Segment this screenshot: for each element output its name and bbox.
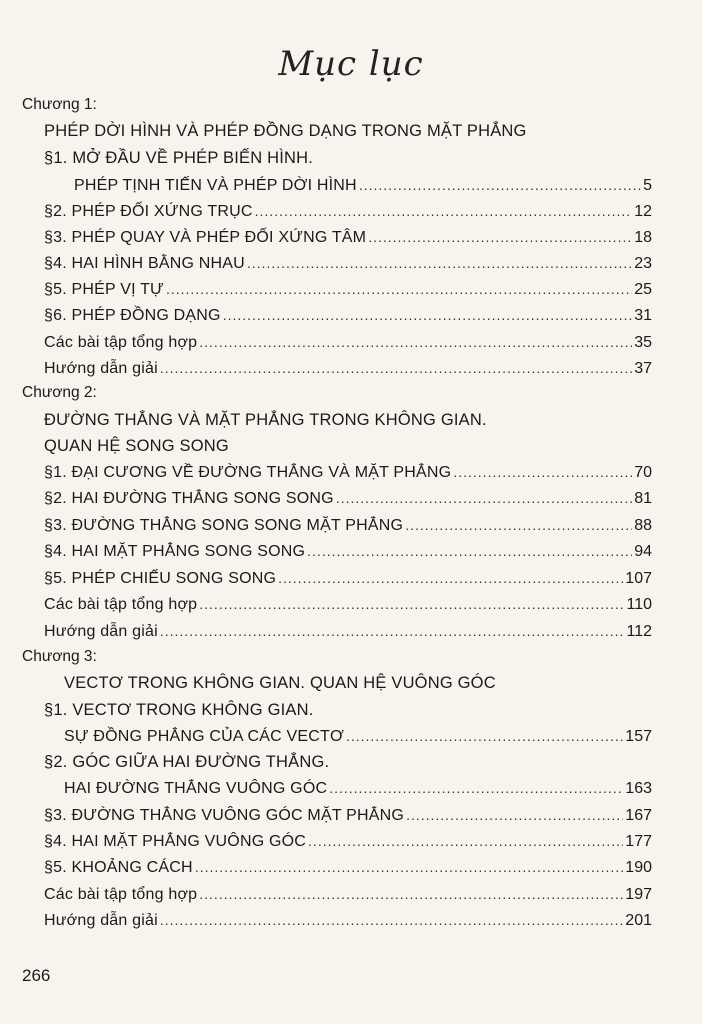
toc-entry-text: PHÉP TỊNH TIẾN VÀ PHÉP DỜI HÌNH <box>74 177 357 194</box>
toc-entry[interactable] <box>64 775 652 801</box>
toc-entry-text: §3. ĐƯỜNG THẲNG SONG SONG MẶT PHẲNG <box>44 517 404 534</box>
toc-entry-page: 163 <box>625 780 652 797</box>
toc-entry-page: 23 <box>634 255 652 272</box>
dot-leader <box>308 828 623 854</box>
toc-entry-text: §2. PHÉP ĐỐI XỨNG TRỤC <box>44 203 253 220</box>
chapter-2-label: Chương 2: <box>22 384 97 401</box>
toc-entry-page: 112 <box>626 623 652 640</box>
dot-leader <box>199 591 624 617</box>
toc-entry-text: Hướng dẫn giải <box>44 623 158 640</box>
dot-leader <box>406 802 623 828</box>
page-title: Mục lục <box>278 44 424 84</box>
toc-entry-text: §5. PHÉP CHIẾU SONG SONG <box>44 570 277 587</box>
toc-entry-page: 70 <box>634 464 652 481</box>
toc-entry-text: §3. ĐƯỜNG THẲNG VUÔNG GÓC MẶT PHẲNG <box>44 807 405 824</box>
toc-entry[interactable] <box>44 591 652 617</box>
toc-entry-text: §2. HAI ĐƯỜNG THẲNG SONG SONG <box>44 490 334 507</box>
dot-leader <box>346 723 623 749</box>
toc-entry-page: 177 <box>625 833 652 850</box>
toc-entry[interactable] <box>44 854 652 880</box>
toc-entry[interactable] <box>44 485 652 511</box>
chapter-3-section-2-line1: §2. GÓC GIỮA HAI ĐƯỜNG THẲNG. <box>44 753 330 771</box>
toc-entry-page: 18 <box>634 229 652 246</box>
toc-entry[interactable] <box>74 172 652 198</box>
toc-entry-page: 5 <box>643 177 652 194</box>
toc-entry[interactable] <box>44 250 652 276</box>
chapter-3-heading: VECTƠ TRONG KHÔNG GIAN. QUAN HỆ VUÔNG GÓC <box>64 674 496 692</box>
toc-entry-page: 12 <box>634 203 652 220</box>
dot-leader <box>199 329 632 355</box>
toc-entry[interactable] <box>44 802 652 828</box>
toc-entry[interactable] <box>44 329 652 355</box>
toc-entry-text: §3. PHÉP QUAY VÀ PHÉP ĐỐI XỨNG TÂM <box>44 229 367 246</box>
chapter-3-section-1-line1: §1. VECTƠ TRONG KHÔNG GIAN. <box>44 701 314 719</box>
toc-entry-text: Các bài tập tổng hợp <box>44 886 198 903</box>
toc-entry-page: 88 <box>634 517 652 534</box>
dot-leader <box>195 854 623 880</box>
dot-leader <box>359 172 641 198</box>
chapter-1-heading: PHÉP DỜI HÌNH VÀ PHÉP ĐỒNG DẠNG TRONG MẶT PHẲNG <box>44 122 527 140</box>
dot-leader <box>278 565 623 591</box>
toc-entry-text: Các bài tập tổng hợp <box>44 596 198 613</box>
toc-entry[interactable] <box>44 276 652 302</box>
toc-entry-text: §5. PHÉP VỊ TỰ <box>44 281 164 298</box>
toc-entry[interactable] <box>44 565 652 591</box>
toc-entry-text: §4. HAI MẶT PHẲNG VUÔNG GÓC <box>44 833 307 850</box>
toc-entry-page: 94 <box>634 543 652 560</box>
toc-entry[interactable] <box>44 224 652 250</box>
toc-entry-text: HAI ĐƯỜNG THẲNG VUÔNG GÓC <box>64 780 328 797</box>
toc-entry[interactable] <box>44 302 652 328</box>
dot-leader <box>405 512 632 538</box>
toc-entry-page: 190 <box>625 859 652 876</box>
dot-leader <box>453 459 632 485</box>
toc-entry-text: Hướng dẫn giải <box>44 912 158 929</box>
toc-entry[interactable] <box>44 907 652 933</box>
dot-leader <box>160 355 632 381</box>
toc-entry-text: SỰ ĐỒNG PHẲNG CỦA CÁC VECTƠ <box>64 728 344 745</box>
chapter-3-label: Chương 3: <box>22 648 97 665</box>
chapter-2-heading-line2: QUAN HỆ SONG SONG <box>44 437 229 455</box>
toc-entry-text: §6. PHÉP ĐỒNG DẠNG <box>44 307 221 324</box>
toc-entry-page: 107 <box>625 570 652 587</box>
toc-entry-text: §5. KHOẢNG CÁCH <box>44 859 193 876</box>
toc-entry[interactable] <box>44 198 652 224</box>
toc-entry-page: 31 <box>634 307 652 324</box>
toc-entry[interactable] <box>44 881 652 907</box>
toc-entry[interactable] <box>44 512 652 538</box>
toc-entry[interactable] <box>44 828 652 854</box>
toc-entry-text: Các bài tập tổng hợp <box>44 334 198 351</box>
dot-leader <box>368 224 632 250</box>
toc-entry-page: 81 <box>634 490 652 507</box>
toc-entry-page: 201 <box>625 912 652 929</box>
toc-entry-text: §4. HAI HÌNH BẰNG NHAU <box>44 255 245 272</box>
dot-leader <box>247 250 632 276</box>
toc-entry-page: 35 <box>634 334 652 351</box>
toc-entry[interactable] <box>44 355 652 381</box>
toc-entry[interactable] <box>44 618 652 644</box>
toc-entry-page: 25 <box>634 281 652 298</box>
dot-leader <box>223 302 633 328</box>
toc-entry-page: 167 <box>625 807 652 824</box>
toc-entry[interactable] <box>44 459 652 485</box>
toc-entry[interactable] <box>64 723 652 749</box>
toc-entry-page: 37 <box>634 360 652 377</box>
toc-entry-page: 157 <box>625 728 652 745</box>
dot-leader <box>160 618 625 644</box>
dot-leader <box>255 198 633 224</box>
dot-leader <box>160 907 623 933</box>
toc-entry-page: 110 <box>626 596 652 613</box>
toc-entry[interactable] <box>44 538 652 564</box>
toc-entry-text: §4. HAI MẶT PHẲNG SONG SONG <box>44 543 306 560</box>
dot-leader <box>199 881 623 907</box>
page-number: 266 <box>22 966 51 985</box>
dot-leader <box>166 276 632 302</box>
chapter-1-label: Chương 1: <box>22 96 97 113</box>
chapter-1-section-1-line1: §1. MỞ ĐẦU VỀ PHÉP BIẾN HÌNH. <box>44 149 314 167</box>
dot-leader <box>307 538 632 564</box>
toc-entry-text: §1. ĐẠI CƯƠNG VỀ ĐƯỜNG THẲNG VÀ MẶT PHẲNG <box>44 464 452 481</box>
dot-leader <box>329 775 623 801</box>
chapter-2-heading-line1: ĐƯỜNG THẲNG VÀ MẶT PHẲNG TRONG KHÔNG GIAN. <box>44 411 487 429</box>
toc-entry-page: 197 <box>625 886 652 903</box>
dot-leader <box>336 485 632 511</box>
toc-entry-text: Hướng dẫn giải <box>44 360 158 377</box>
